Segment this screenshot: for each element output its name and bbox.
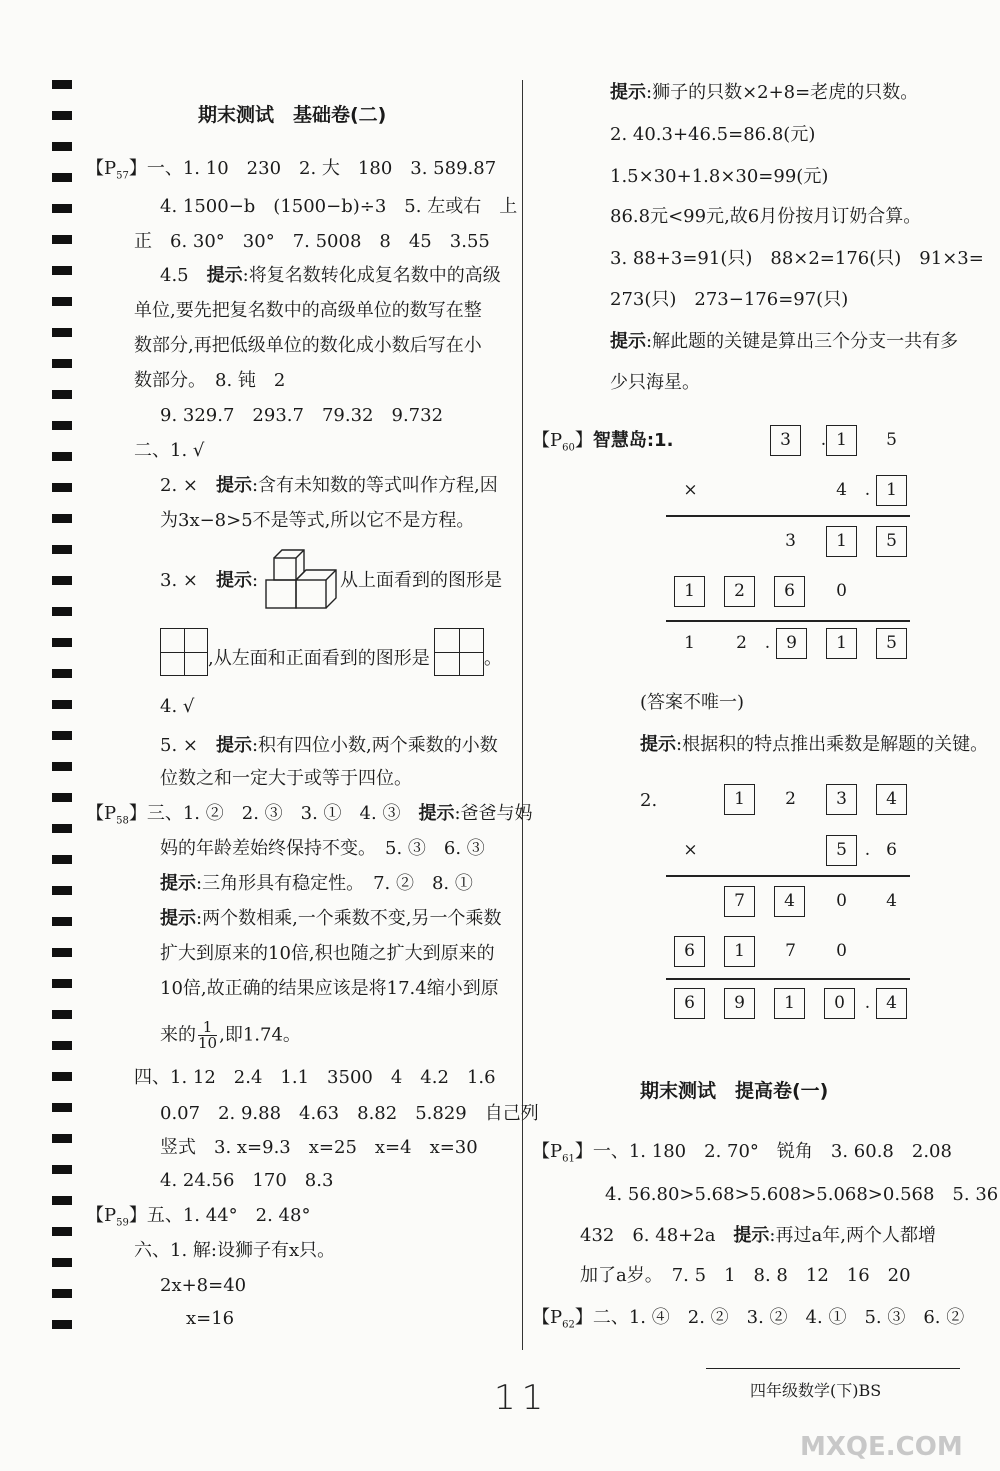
digit-box: 4 (876, 784, 907, 815)
digit-box: 1 (826, 526, 857, 557)
answer-line: 提示:狮子的只数×2+8=老虎的只数。 (610, 82, 919, 103)
answer-line: 4. 1500−b (1500−b)÷3 5. 左或右 上 (160, 196, 518, 217)
answer-line: 。 (484, 648, 502, 669)
answer-line: 2. × 提示:含有未知数的等式叫作方程,因 (160, 475, 498, 496)
answer-line: 432 6. 48+2a 提示:再过a年,两个人都增 (580, 1225, 936, 1246)
digit-box: 3 (770, 425, 801, 456)
answer-line: 正 6. 30° 30° 7. 5008 8 45 3.55 (134, 231, 490, 252)
answer-line: 3. 88+3=91(只) 88×2=176(只) 91×3= (610, 248, 984, 269)
digit: . (764, 633, 771, 653)
answer-line: 妈的年龄差始终保持不变。 5. ③ 6. ③ (160, 838, 485, 859)
digit: 7 (785, 941, 796, 961)
answer-line: 数部分。 8. 钝 2 (134, 370, 286, 391)
digit: . (864, 993, 871, 1013)
digit: 0 (836, 891, 847, 911)
answer-line: 数部分,再把低级单位的数化成小数后写在小 (134, 335, 482, 356)
digit: × (683, 480, 698, 500)
digit: . (864, 480, 871, 500)
digit: . (820, 430, 827, 450)
answer-line: 【$P_{61}$】一、1. 180 2. 70° 锐角 3. 60.8 2.08 (532, 1141, 952, 1165)
rule-line (666, 515, 910, 517)
digit: 5 (886, 430, 897, 450)
answer-line: 来的 $\frac{1}{10}$ ,即1.74。 (160, 1018, 301, 1052)
digit-box: 9 (724, 988, 755, 1019)
answer-line: 2. (640, 790, 658, 811)
digit: 4 (836, 480, 847, 500)
digit-box: 3 (826, 784, 857, 815)
answer-line: 为3x−8>5不是等式,所以它不是方程。 (160, 510, 475, 531)
digit-box: 6 (674, 988, 705, 1019)
answer-line: 提示:两个数相乘,一个乘数不变,另一个乘数 (160, 908, 502, 929)
digit-box: 4 (774, 886, 805, 917)
answer-line: 提示:根据积的特点推出乘数是解题的关键。 (640, 734, 989, 755)
answer-line: 4.5 提示:将复名数转化成复名数中的高级 (160, 265, 501, 286)
digit: 4 (886, 891, 897, 911)
digit: 1 (684, 633, 695, 653)
section-title-advanced-1: 期末测试 提高卷(一) (640, 1080, 829, 1102)
column-divider (522, 80, 523, 1350)
digit: 2 (785, 789, 796, 809)
answer-line: 单位,要先把复名数中的高级单位的数写在整 (134, 300, 482, 321)
digit-box: 1 (774, 988, 805, 1019)
digit: 2 (736, 633, 747, 653)
digit-box: 0 (824, 988, 855, 1019)
answer-line: 【$P_{62}$】二、1. ④ 2. ② 3. ② 4. ① 5. ③ 6. ② (532, 1307, 965, 1331)
digit: 0 (836, 581, 847, 601)
answer-line: 5. × 提示:积有四位小数,两个乘数的小数 (160, 735, 498, 756)
answer-line: ,从左面和正面看到的图形是 (208, 648, 430, 669)
section-title-basic-2: 期末测试 基础卷(二) (198, 104, 387, 126)
answer-line: 0.07 2. 9.88 4.63 8.82 5.829 自己列 (160, 1103, 539, 1124)
digit-box: 1 (826, 425, 857, 456)
footer-book-title: 四年级数学(下)BS (750, 1381, 882, 1400)
digit: . (864, 840, 871, 860)
digit-box: 9 (776, 628, 807, 659)
digit-box: 1 (724, 784, 755, 815)
answer-line: 2. 40.3+46.5=86.8(元) (610, 124, 816, 145)
answer-line: 【$P_{57}$】一、1. 10 230 2. 大 180 3. 589.87 (86, 158, 497, 182)
answer-line: 4. √ (160, 696, 195, 717)
side-view-figure (434, 628, 484, 676)
digit: 0 (836, 941, 847, 961)
answer-line: 【$P_{59}$】五、1. 44° 2. 48° (86, 1205, 311, 1229)
answer-line: 提示:解此题的关键是算出三个分支一共有多 (610, 331, 959, 352)
digit-box: 5 (876, 526, 907, 557)
answer-line: (答案不唯一) (640, 692, 745, 713)
answer-line: 竖式 3. x=9.3 x=25 x=4 x=30 (160, 1137, 478, 1158)
answer-line: 1.5×30+1.8×30=99(元) (610, 166, 829, 187)
digit-box: 1 (674, 576, 705, 607)
answer-line: 【$P_{58}$】三、1. ② 2. ③ 3. ① 4. ③ 提示:爸爸与妈 (86, 803, 533, 827)
answer-line: 【$P_{60}$】智慧岛:1. (532, 430, 674, 454)
digit-box: 5 (876, 628, 907, 659)
digit: 3 (785, 531, 796, 551)
answer-line: 加了a岁。 7. 5 1 8. 8 12 16 20 (580, 1265, 911, 1286)
answer-line: 六、1. 解:设狮子有x只。 (134, 1240, 336, 1261)
digit-box: 5 (826, 835, 857, 866)
fraction-one-tenth: $\frac{1}{10}$ (198, 1018, 218, 1052)
answer-line: 86.8元<99元,故6月份按月订奶合算。 (610, 206, 922, 227)
answer-line: 扩大到原来的10倍,积也随之扩大到原来的 (160, 943, 495, 964)
answer-line: 位数之和一定大于或等于四位。 (160, 768, 412, 789)
answer-line: 9. 329.7 293.7 79.32 9.732 (160, 405, 444, 426)
answer-line: 提示:三角形具有稳定性。 7. ② 8. ① (160, 873, 473, 894)
answer-line: 10倍,故正确的结果应该是将17.4缩小到原 (160, 978, 499, 999)
cube-stack-figure (262, 548, 342, 612)
watermark: MXQE.COM (800, 1432, 963, 1462)
answer-line: 从上面看到的图形是 (340, 570, 502, 591)
digit: 6 (886, 840, 897, 860)
answer-line: x=16 (186, 1308, 235, 1329)
top-view-figure (160, 628, 208, 676)
answer-line: 2x+8=40 (160, 1275, 247, 1296)
digit-box: 7 (724, 886, 755, 917)
digit-box: 1 (724, 936, 755, 967)
digit: × (683, 840, 698, 860)
digit-box: 1 (826, 628, 857, 659)
answer-line: 二、1. √ (134, 440, 205, 461)
digit-box: 2 (724, 576, 755, 607)
rule-line (666, 978, 910, 980)
footer-rule (706, 1368, 960, 1369)
answer-line: 4. 56.80>5.68>5.608>5.068>0.568 5. 36 (605, 1184, 999, 1205)
rule-line (666, 875, 910, 877)
digit-box: 4 (876, 988, 907, 1019)
page-number: 11 (494, 1378, 550, 1418)
answer-line: 273(只) 273−176=97(只) (610, 289, 849, 310)
answer-line: 3. × 提示: (160, 570, 259, 591)
answer-line: 四、1. 12 2.4 1.1 3500 4 4.2 1.6 (134, 1067, 496, 1088)
answer-line: 少只海星。 (610, 372, 700, 393)
digit-box: 6 (774, 576, 805, 607)
digit-box: 1 (876, 475, 907, 506)
answer-line: 4. 24.56 170 8.3 (160, 1170, 334, 1191)
rule-line (666, 620, 910, 622)
digit-box: 6 (674, 936, 705, 967)
